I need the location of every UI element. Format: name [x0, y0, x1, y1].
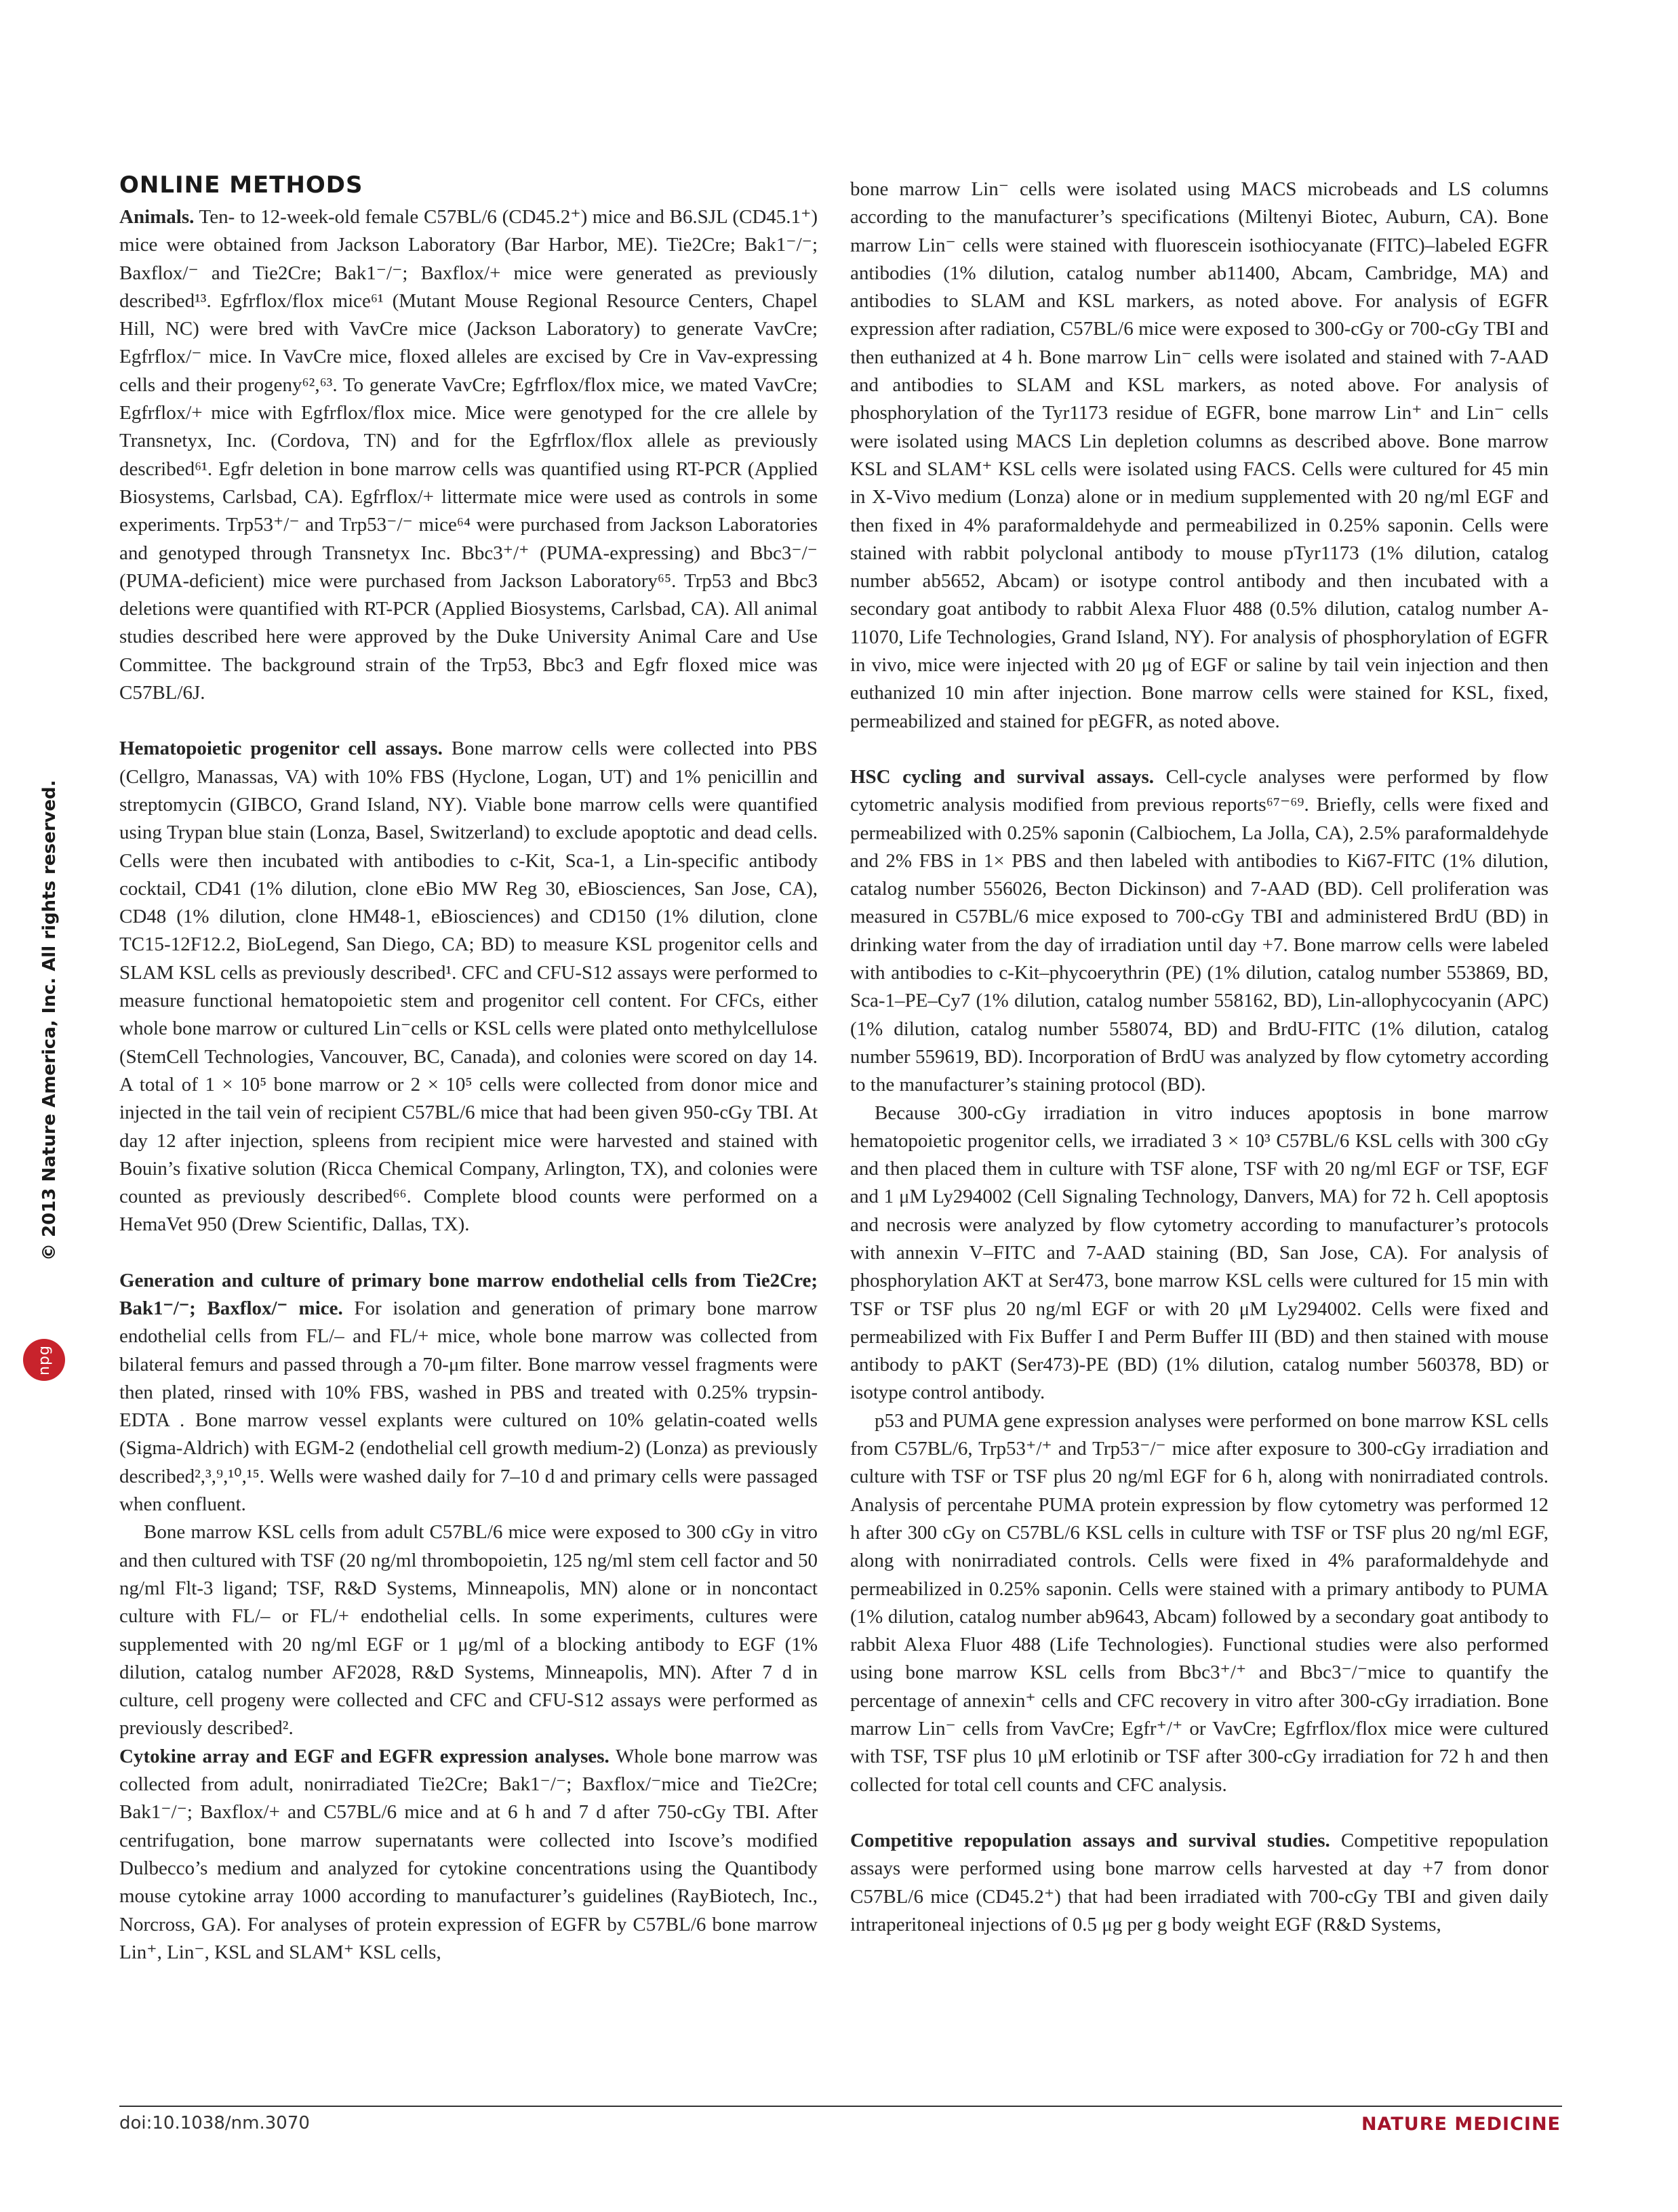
paragraph-heading: Competitive repopulation assays and survival studies.	[850, 1829, 1330, 1851]
paragraph-text: Bone marrow cells were collected into PBS (Cellgro, Manassas, VA) with 10% FBS (Hyclone, Logan, UT) and 1% penicillin and streptomycin (GIBCO, Grand Island, NY). Viable bone marrow cells were quantified using Trypan blue stain (Lonza, Basel, Switzerland) to exclude apoptotic and dead cells. Cells were then incubated with antibodies to c-Kit, Sca-1, a Lin-specific antibody cocktail, CD41 (1% dilution, clone eBio MW Reg 30, eBiosciences, San Jose, CA), CD48 (1% dilution, clone HM48-1, eBiosciences) and CD150 (1% dilution, clone TC15-12F12.2, BioLegend, San Diego, CA; BD) to measure KSL progenitor cells and SLAM KSL cells as previously described¹. CFC and CFU-S12 assays were performed to measure functional hematopoietic stem and progenitor cell content. For CFCs, either whole bone marrow or cultured Lin⁻cells or KSL cells were plated onto methylcellulose (StemCell Technologies, Vancouver, BC, Canada), and colonies were scored on day 14. A total of 1 × 10⁵ bone marrow or 2 × 10⁵ cells were collected from donor mice and injected in the tail vein of recipient C57BL/6 mice that had been given 950-cGy TBI. At day 12 after injection, spleens from recipient mice were harvested and stained with Bouin’s fixative solution (Ricca Chemical Company, Arlington, TX), and colonies were counted as previously described⁶⁶. Complete blood counts were performed on a HemaVet 950 (Drew Scientific, Dallas, TX).	[119, 738, 818, 1236]
paragraph	[119, 735, 818, 1239]
paragraph-heading: HSC cycling and survival assays.	[850, 765, 1155, 788]
paragraph-text: Competitive repopulation assays were performed using bone marrow cells harvested at day +7 from donor C57BL/6 mice (CD45.2⁺) that had been irradiated with 700-cGy TBI and given daily intraperitoneal injections of 0.5 μg per g body weight EGF (R&D Systems,	[850, 1829, 1549, 1935]
paragraph	[850, 176, 1549, 736]
copyright-notice: © 2013 Nature America, Inc. All rights reserved.	[39, 780, 60, 1261]
footer-doi: doi:10.1038/nm.3070	[119, 2113, 310, 2133]
paragraph-heading: Generation and culture of primary bone marrow endothelial cells from Tie2Cre; Bak1⁻/⁻; Baxflox/⁻ mice.	[119, 1269, 818, 1319]
paragraph	[850, 1407, 1549, 1799]
paragraph	[119, 203, 818, 707]
section-heading: ONLINE METHODS	[119, 172, 363, 199]
paragraph	[119, 1267, 818, 1519]
paragraph	[119, 1743, 818, 1967]
paragraph-text: Bone marrow KSL cells from adult C57BL/6 mice were exposed to 300 cGy in vitro and then cultured with TSF (20 ng/ml thrombopoietin, 125 ng/ml stem cell factor and 50 ng/ml Flt-3 ligand; TSF, R&D Systems, Minneapolis, MN) alone or in noncontact culture with FL/– or FL/+ endothelial cells. In some experiments, cultures were supplemented with 20 ng/ml EGF or 1 μg/ml of a blocking antibody to EGF (1% dilution, catalog number AF2028, R&D Systems, Minneapolis, MN). After 7 d in culture, cell progeny were collected and CFC and CFU-S12 assays were performed as previously described².	[119, 1521, 818, 1740]
npg-logo	[23, 1339, 65, 1381]
paragraph	[850, 1827, 1549, 1939]
paragraph	[850, 1100, 1549, 1407]
footer-journal: NATURE MEDICINE	[1361, 2114, 1561, 2135]
paragraph	[119, 1519, 818, 1742]
paragraph-text: For isolation and generation of primary bone marrow endothelial cells from FL/– and FL/+ mice, whole bone marrow was collected from bilateral femurs and passed through a 70-μm filter. Bone marrow vessel fragments were then plated, rinsed with 10% FBS, washed in PBS and treated with 0.25% trypsin-EDTA . Bone marrow vessel explants were cultured on 10% gelatin-coated wells (Sigma-Aldrich) with EGM-2 (endothelial cell growth medium-2) (Lonza) as previously described²,³,⁹,¹⁰,¹⁵. Wells were washed daily for 7–10 d and primary cells were passaged when confluent.	[119, 1297, 818, 1516]
paragraph-text: Cell-cycle analyses were performed by flow cytometric analysis modified from previous reports⁶⁷⁻⁶⁹. Briefly, cells were fixed and permeabilized with 0.25% saponin (Calbiochem, La Jolla, CA), 2.5% paraformaldehyde and 2% FBS in 1× PBS and then labeled with antibodies to Ki67-FITC (1% dilution, catalog number 556026, Becton Dickinson) and 7-AAD (BD). Cell proliferation was measured in C57BL/6 mice exposed to 700-cGy TBI and administered BrdU (BD) in drinking water from the day of irradiation until day +7. Bone marrow cells were labeled with antibodies to c-Kit–phycoerythrin (PE) (1% dilution, catalog number 553869, BD, Sca-1–PE–Cy7 (1% dilution, catalog number 558162, BD), Lin-allophycocyanin (APC) (1% dilution, catalog number 558074, BD) and BrdU-FITC (1% dilution, catalog number 559619, BD). Incorporation of BrdU was analyzed by flow cytometry according to the manufacturer’s staining protocol (BD).	[850, 765, 1549, 1096]
paragraph-text: bone marrow Lin⁻ cells were isolated using MACS microbeads and LS columns according to the manufacturer’s specifications (Miltenyi Biotec, Auburn, CA). Bone marrow Lin⁻ cells were stained with fluorescein isothiocyanate (FITC)–labeled EGFR antibodies (1% dilution, catalog number ab11400, Abcam, Cambridge, MA) and antibodies to SLAM and KSL markers, as noted above. For analysis of EGFR expression after radiation, C57BL/6 mice were exposed to 300-cGy or 700-cGy TBI and then euthanized at 4 h. Bone marrow Lin⁻ cells were isolated and stained with 7-AAD and antibodies to SLAM and KSL markers, as noted above. For analysis of phosphorylation of the Tyr1173 residue of EGFR, bone marrow Lin⁺ and Lin⁻ cells were isolated using MACS Lin depletion columns as described above. Bone marrow KSL and SLAM⁺ KSL cells were isolated using FACS. Cells were cultured for 45 min in X-Vivo medium (Lonza) alone or in medium supplemented with 20 ng/ml EGF and then fixed in 4% paraformaldehyde and permeabilized in 0.25% saponin. Cells were stained with rabbit polyclonal antibody to mouse pTyr1173 (1% dilution, catalog number ab5652, Abcam) or isotype control antibody and then incubated with a secondary goat antibody to rabbit Alexa Fluor 488 (0.5% dilution, catalog number A-11070, Life Technologies, Grand Island, NY). For analysis of phosphorylation of EGFR in vivo, mice were injected with 20 μg of EGF or saline by tail vein injection and then euthanized 10 min after injection. Bone marrow cells were stained for KSL, fixed, permeabilized and stained for pEGFR, as noted above.	[850, 178, 1549, 732]
paragraph-text: Whole bone marrow was collected from adult, nonirradiated Tie2Cre; Bak1⁻/⁻; Baxflox/⁻mice and Tie2Cre; Bak1⁻/⁻; Baxflox/+ and C57BL/6 mice and at 6 h and 7 d after 750-cGy TBI. After centrifugation, bone marrow supernatants were collected into Iscove’s modified Dulbecco’s medium and analyzed for cytokine concentrations using the Quantibody mouse cytokine array 1000 according to manufacturer’s guidelines (RayBiotech, Inc., Norcross, GA). For analyses of protein expression of EGFR by C57BL/6 bone marrow Lin⁺, Lin⁻, KSL and SLAM⁺ KSL cells,	[119, 1745, 818, 1963]
paragraph-heading: Animals.	[119, 206, 195, 228]
left-column	[119, 203, 818, 1994]
right-column	[850, 176, 1549, 1967]
npg-logo-text: npg	[35, 1344, 53, 1375]
paragraph-text: Ten- to 12-week-old female C57BL/6 (CD45.2⁺) mice and B6.SJL (CD45.1⁺) mice were obtained from Jackson Laboratory (Bar Harbor, ME). Tie2Cre; Bak1⁻/⁻; Baxflox/⁻ and Tie2Cre; Bak1⁻/⁻; Baxflox/+ mice were generated as previously described¹³. Egfrflox/flox mice⁶¹ (Mutant Mouse Regional Resource Centers, Chapel Hill, NC) were bred with VavCre mice (Jackson Laboratory) to generate VavCre; Egfrflox/⁻ mice. In VavCre mice, floxed alleles are excised by Cre in Vav-expressing cells and their progeny⁶²,⁶³. To generate VavCre; Egfrflox/flox mice, we mated VavCre; Egfrflox/+ mice with Egfrflox/flox mice. Mice were genotyped for the cre allele by Transnetyx, Inc. (Cordova, TN) and for the Egfrflox/flox allele as previously described⁶¹. Egfr deletion in bone marrow cells was quantified using RT-PCR (Applied Biosystems, Carlsbad, CA). Egfrflox/+ littermate mice were used as controls in some experiments. Trp53⁺/⁻ and Trp53⁻/⁻ mice⁶⁴ were purchased from Jackson Laboratories and genotyped through Transnetyx Inc. Bbc3⁺/⁺ (PUMA-expressing) and Bbc3⁻/⁻ (PUMA-deficient) mice were purchased from Jackson Laboratory⁶⁵. Trp53 and Bbc3 deletions were quantified with RT-PCR (Applied Biosystems, Carlsbad, CA). All animal studies described here were approved by the Duke University Animal Care and Use Committee. The background strain of the Trp53, Bbc3 and Egfr floxed mice was C57BL/6J.	[119, 206, 818, 704]
footer-rule	[119, 2106, 1562, 2107]
paragraph-heading: Cytokine array and EGF and EGFR expression analyses.	[119, 1745, 610, 1767]
paragraph-text: p53 and PUMA gene expression analyses were performed on bone marrow KSL cells from C57BL/6, Trp53⁺/⁺ and Trp53⁻/⁻ mice after exposure to 300-cGy irradiation and culture with TSF or TSF plus 20 ng/ml EGF for 6 h, along with nonirradiated controls. Analysis of percentahe PUMA protein expression by flow cytometry was performed 12 h after 300 cGy on C57BL/6 KSL cells in culture with TSF or TSF plus 20 ng/ml EGF, along with nonirradiated controls. Cells were fixed in 4% paraformaldehyde and permeabilized in 0.25% saponin. Cells were stained with a primary antibody to PUMA (1% dilution, catalog number ab9643, Abcam) followed by a secondary goat antibody to rabbit Alexa Fluor 488 (Life Technologies). Functional studies were also performed using bone marrow KSL cells from Bbc3⁺/⁺ and Bbc3⁻/⁻mice to quantify the percentage of annexin⁺ cells and CFC recovery in vitro after 300-cGy irradiation. Bone marrow Lin⁻ cells from VavCre; Egfr⁺/⁺ or VavCre; Egfrflox/flox mice were cultured with TSF, TSF plus 10 μM erlotinib or TSF after 300-cGy irradiation for 72 h and then collected for total cell counts and CFC analysis.	[850, 1409, 1549, 1796]
paragraph-heading: Hematopoietic progenitor cell assays.	[119, 738, 443, 760]
paragraph-text: Because 300-cGy irradiation in vitro induces apoptosis in bone marrow hematopoietic progenitor cells, we irradiated 3 × 10³ C57BL/6 KSL cells with 300 cGy and then placed them in culture with TSF alone, TSF with 20 ng/ml EGF or TSF, EGF and 1 μM Ly294002 (Cell Signaling Technology, Danvers, MA) for 72 h. Cell apoptosis and necrosis were analyzed by flow cytometry according to manufacturer’s protocols with annexin V–FITC and 7-AAD staining (BD, San Jose, CA). For analysis of phosphorylation AKT at Ser473, bone marrow KSL cells were cultured for 15 min with TSF or TSF plus 20 ng/ml EGF or with 20 μM Ly294002. Cells were fixed and permeabilized with Fix Buffer I and Perm Buffer III (BD) and then stained with mouse antibody to pAKT (Ser473)-PE (BD) (1% dilution, catalog number 560378, BD) or isotype control antibody.	[850, 1102, 1549, 1404]
paragraph	[850, 763, 1549, 1100]
